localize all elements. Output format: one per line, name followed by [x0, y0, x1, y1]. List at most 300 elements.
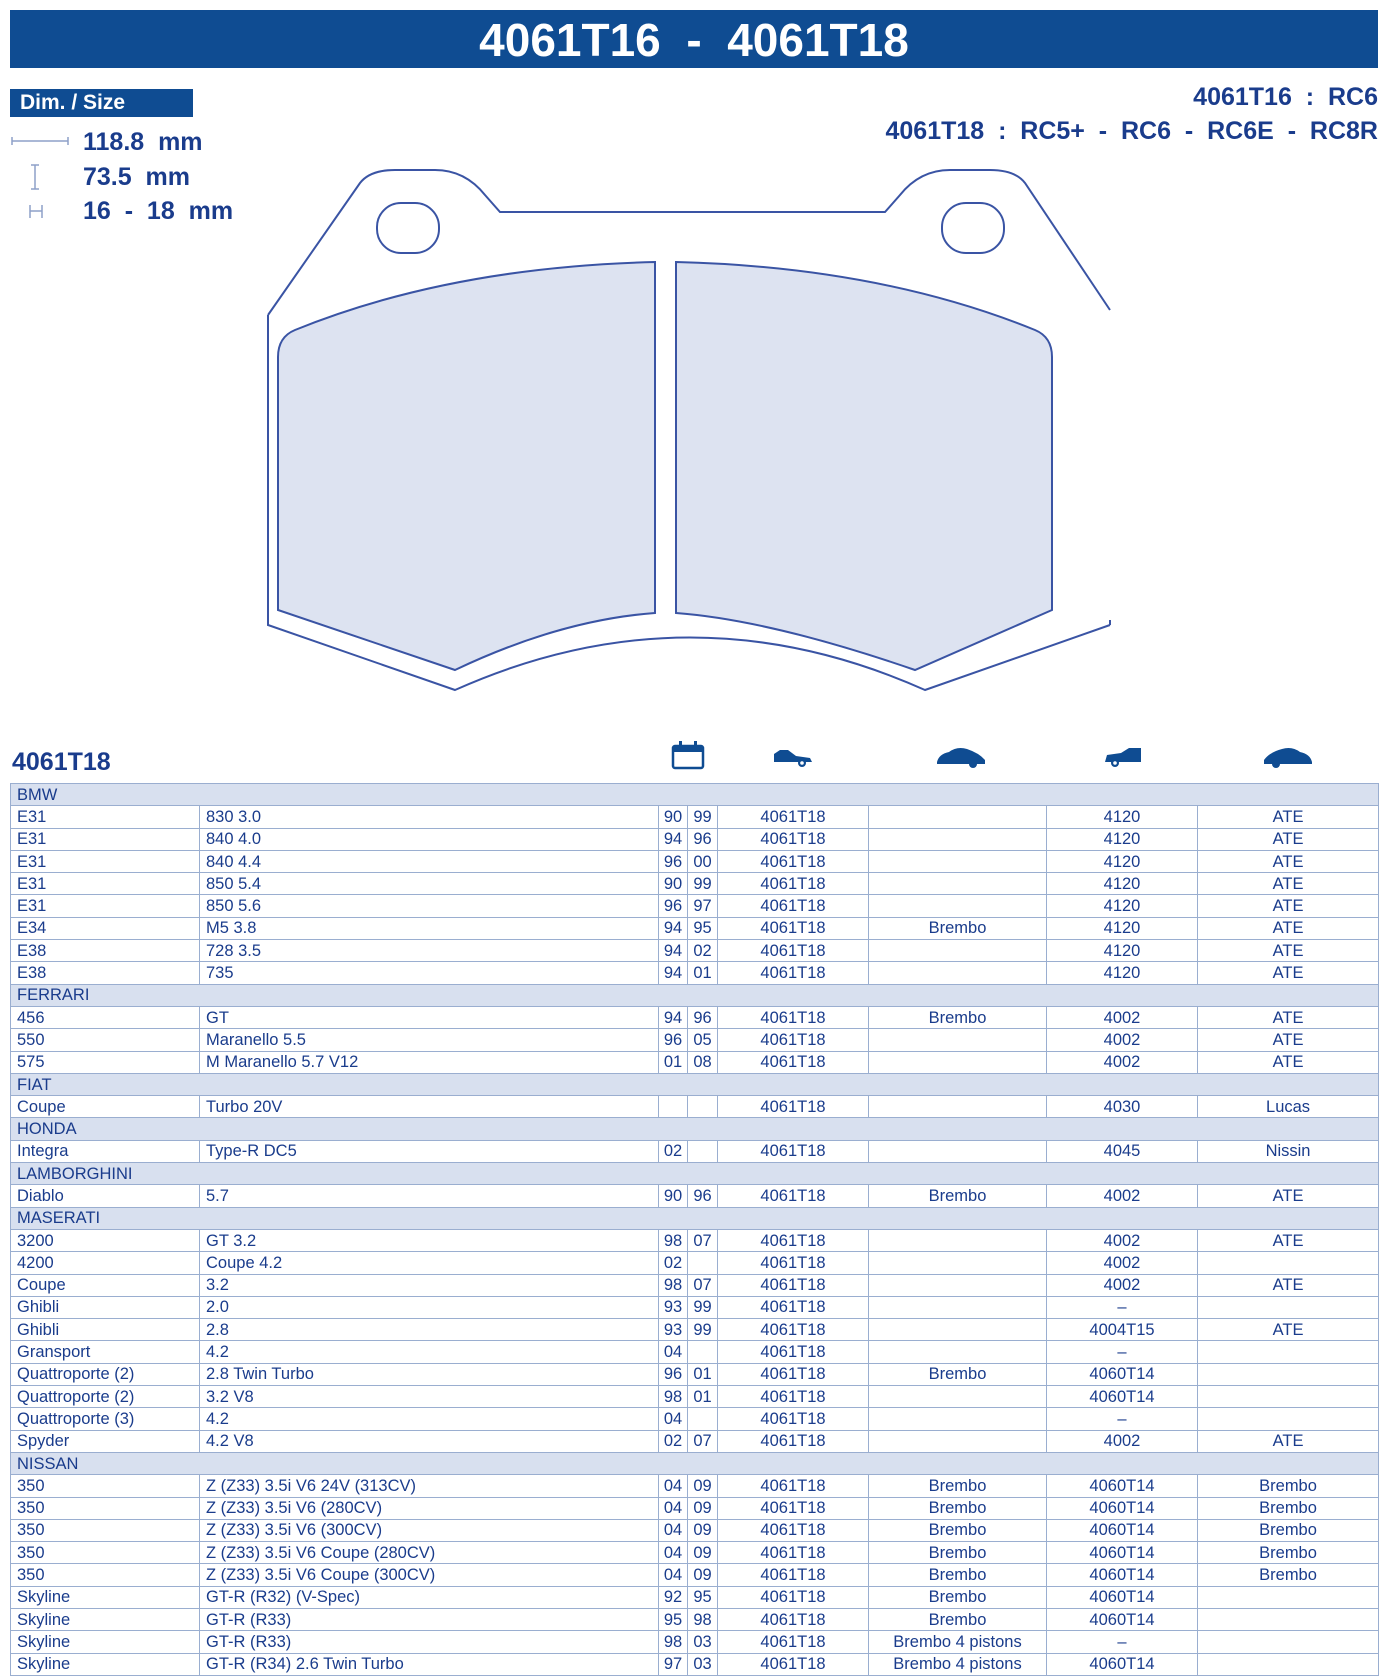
- version-cell: Type-R DC5: [200, 1140, 659, 1162]
- front-caliper-cell: Brembo: [869, 1006, 1047, 1028]
- year-to-cell: 01: [688, 1363, 718, 1385]
- table-row: [11, 850, 1379, 872]
- version-cell: 5.7: [200, 1185, 659, 1207]
- front-ref-cell: 4061T18: [718, 1185, 869, 1207]
- rear-caliper-cell: ATE: [1198, 1051, 1379, 1073]
- model-cell: 350: [11, 1497, 200, 1519]
- thickness-value: 16 - 18 mm: [83, 197, 234, 225]
- thickness-row: [10, 196, 270, 226]
- brand-row: [11, 1118, 1379, 1140]
- version-cell: GT 3.2: [200, 1229, 659, 1251]
- rear-caliper-cell: Brembo: [1198, 1564, 1379, 1586]
- front-caliper-cell: Brembo: [869, 1519, 1047, 1541]
- model-cell: Ghibli: [11, 1319, 200, 1341]
- model-cell: E38: [11, 940, 200, 962]
- front-ref-cell: 4061T18: [718, 1006, 869, 1028]
- front-caliper-cell: [869, 828, 1047, 850]
- year-to-cell: [688, 1252, 718, 1274]
- height-value: 73.5 mm: [83, 163, 191, 191]
- thickness-icon: [10, 196, 70, 226]
- rear-ref-cell: 4120: [1047, 917, 1198, 939]
- version-cell: 840 4.4: [200, 850, 659, 872]
- rear-ref-cell: 4002: [1047, 1185, 1198, 1207]
- version-cell: 2.8: [200, 1319, 659, 1341]
- version-cell: Coupe 4.2: [200, 1252, 659, 1274]
- year-to-cell: [688, 1341, 718, 1363]
- brand-row: [11, 1207, 1379, 1229]
- year-from-cell: 94: [659, 828, 688, 850]
- year-from-cell: 04: [659, 1519, 688, 1541]
- rear-caliper-cell: ATE: [1198, 1006, 1379, 1028]
- rear-ref-cell: 4004T15: [1047, 1319, 1198, 1341]
- year-to-cell: 99: [688, 1319, 718, 1341]
- rear-caliper-cell: Brembo: [1198, 1542, 1379, 1564]
- year-from-cell: 01: [659, 1051, 688, 1073]
- table-row: [11, 1229, 1379, 1251]
- year-to-cell: 07: [688, 1274, 718, 1296]
- rear-ref-cell: 4002: [1047, 1252, 1198, 1274]
- front-ref-cell: 4061T18: [718, 806, 869, 828]
- model-cell: E38: [11, 962, 200, 984]
- table-row: [11, 1430, 1379, 1452]
- rear-ref-cell: 4002: [1047, 1029, 1198, 1051]
- version-cell: 3.2 V8: [200, 1386, 659, 1408]
- year-to-cell: 98: [688, 1608, 718, 1630]
- front-caliper-cell: Brembo: [869, 1564, 1047, 1586]
- rear-caliper-cell: ATE: [1198, 828, 1379, 850]
- brand-row: [11, 984, 1379, 1006]
- front-caliper-cell: [869, 1029, 1047, 1051]
- rear-ref-cell: 4060T14: [1047, 1519, 1198, 1541]
- brand-name: BMW: [11, 784, 1379, 806]
- rear-ref-cell: –: [1047, 1296, 1198, 1318]
- table-row: [11, 1586, 1379, 1608]
- year-from-cell: 96: [659, 1029, 688, 1051]
- table-row: [11, 1296, 1379, 1318]
- year-to-cell: [688, 1140, 718, 1162]
- front-ref-cell: 4061T18: [718, 1408, 869, 1430]
- front-caliper-cell: [869, 873, 1047, 895]
- table-row: [11, 1519, 1379, 1541]
- front-ref-cell: 4061T18: [718, 962, 869, 984]
- model-cell: Quattroporte (3): [11, 1408, 200, 1430]
- year-to-cell: 08: [688, 1051, 718, 1073]
- rear-caliper-cell: [1198, 1341, 1379, 1363]
- rear-car-icon: [1103, 740, 1143, 770]
- year-from-cell: 98: [659, 1386, 688, 1408]
- front-caliper-cell: Brembo: [869, 1475, 1047, 1497]
- year-from-cell: 93: [659, 1296, 688, 1318]
- rear-caliper-cell: ATE: [1198, 806, 1379, 828]
- front-ref-cell: 4061T18: [718, 1586, 869, 1608]
- front-caliper-cell: [869, 806, 1047, 828]
- model-cell: Ghibli: [11, 1296, 200, 1318]
- year-to-cell: 96: [688, 1006, 718, 1028]
- year-to-cell: 02: [688, 940, 718, 962]
- rear-ref-cell: 4120: [1047, 828, 1198, 850]
- front-caliper-cell: [869, 850, 1047, 872]
- year-from-cell: 02: [659, 1430, 688, 1452]
- brand-name: LAMBORGHINI: [11, 1163, 1379, 1185]
- height-row: [10, 162, 270, 192]
- rear-caliper-cell: ATE: [1198, 850, 1379, 872]
- front-caliper-cell: [869, 940, 1047, 962]
- rear-caliper-cell: ATE: [1198, 940, 1379, 962]
- table-row: [11, 1608, 1379, 1630]
- rear-caliper-cell: ATE: [1198, 962, 1379, 984]
- brand-row: [11, 1073, 1379, 1095]
- year-to-cell: [688, 1408, 718, 1430]
- rear-ref-cell: 4002: [1047, 1006, 1198, 1028]
- model-cell: 350: [11, 1519, 200, 1541]
- front-caliper-cell: [869, 1341, 1047, 1363]
- mounting-hole-left: [377, 203, 439, 253]
- front-caliper-cell: [869, 1408, 1047, 1430]
- table-title: 4061T18: [12, 748, 111, 776]
- compound-line-1: 4061T16 : RC6: [1193, 83, 1378, 111]
- rear-ref-cell: –: [1047, 1341, 1198, 1363]
- model-cell: 350: [11, 1564, 200, 1586]
- front-caliper-cell: [869, 1296, 1047, 1318]
- year-from-cell: 04: [659, 1497, 688, 1519]
- front-ref-cell: 4061T18: [718, 1653, 869, 1675]
- model-cell: 3200: [11, 1229, 200, 1251]
- year-to-cell: 05: [688, 1029, 718, 1051]
- rear-caliper-cell: ATE: [1198, 1274, 1379, 1296]
- year-from-cell: 04: [659, 1564, 688, 1586]
- rear-ref-cell: 4120: [1047, 895, 1198, 917]
- front-car-icon: [772, 740, 814, 770]
- rear-caliper-cell: Lucas: [1198, 1096, 1379, 1118]
- version-cell: Turbo 20V: [200, 1096, 659, 1118]
- version-cell: 4.2: [200, 1408, 659, 1430]
- front-ref-cell: 4061T18: [718, 1096, 869, 1118]
- rear-ref-cell: 4060T14: [1047, 1363, 1198, 1385]
- front-caliper-cell: Brembo 4 pistons: [869, 1631, 1047, 1653]
- model-cell: Coupe: [11, 1096, 200, 1118]
- table-row: [11, 1140, 1379, 1162]
- brand-name: HONDA: [11, 1118, 1379, 1140]
- rear-ref-cell: 4002: [1047, 1274, 1198, 1296]
- model-cell: Skyline: [11, 1586, 200, 1608]
- year-to-cell: 09: [688, 1475, 718, 1497]
- table-row: [11, 917, 1379, 939]
- rear-caliper-cell: [1198, 1252, 1379, 1274]
- front-ref-cell: 4061T18: [718, 873, 869, 895]
- year-to-cell: 99: [688, 1296, 718, 1318]
- table-row: [11, 1319, 1379, 1341]
- length-value: 118.8 mm: [83, 128, 203, 156]
- year-from-cell: 96: [659, 850, 688, 872]
- table-row: [11, 1006, 1379, 1028]
- year-to-cell: 95: [688, 1586, 718, 1608]
- rear-ref-cell: 4120: [1047, 962, 1198, 984]
- front-ref-cell: 4061T18: [718, 1229, 869, 1251]
- version-cell: 2.0: [200, 1296, 659, 1318]
- version-cell: GT-R (R34) 2.6 Twin Turbo: [200, 1653, 659, 1675]
- length-icon: [10, 127, 70, 157]
- table-row: [11, 1564, 1379, 1586]
- table-row: [11, 1096, 1379, 1118]
- front-caliper-cell: Brembo: [869, 917, 1047, 939]
- year-from-cell: 90: [659, 806, 688, 828]
- version-cell: GT-R (R33): [200, 1631, 659, 1653]
- front-ref-cell: 4061T18: [718, 1341, 869, 1363]
- version-cell: GT-R (R33): [200, 1608, 659, 1630]
- table-row: [11, 1542, 1379, 1564]
- year-to-cell: 99: [688, 806, 718, 828]
- version-cell: M Maranello 5.7 V12: [200, 1051, 659, 1073]
- model-cell: Integra: [11, 1140, 200, 1162]
- front-ref-cell: 4061T18: [718, 1631, 869, 1653]
- front-caliper-cell: Brembo 4 pistons: [869, 1653, 1047, 1675]
- rear-caliper-cell: ATE: [1198, 1029, 1379, 1051]
- rear-ref-cell: 4120: [1047, 940, 1198, 962]
- year-from-cell: 02: [659, 1140, 688, 1162]
- rear-caliper-cell: ATE: [1198, 1229, 1379, 1251]
- version-cell: 830 3.0: [200, 806, 659, 828]
- version-cell: 4.2: [200, 1341, 659, 1363]
- model-cell: E34: [11, 917, 200, 939]
- rear-ref-cell: 4120: [1047, 806, 1198, 828]
- table-row: [11, 1386, 1379, 1408]
- version-cell: GT: [200, 1006, 659, 1028]
- model-cell: Coupe: [11, 1274, 200, 1296]
- model-cell: Quattroporte (2): [11, 1363, 200, 1385]
- front-ref-cell: 4061T18: [718, 917, 869, 939]
- version-cell: 850 5.4: [200, 873, 659, 895]
- calendar-icon: [670, 740, 706, 770]
- rear-ref-cell: 4002: [1047, 1229, 1198, 1251]
- year-to-cell: 01: [688, 1386, 718, 1408]
- rear-ref-cell: 4060T14: [1047, 1475, 1198, 1497]
- front-caliper-cell: [869, 1386, 1047, 1408]
- compound-line-2: 4061T18 : RC5+ - RC6 - RC6E - RC8R: [885, 117, 1378, 145]
- front-caliper-car-icon: [935, 740, 987, 770]
- table-row: [11, 1497, 1379, 1519]
- mounting-hole-right: [942, 203, 1004, 253]
- front-caliper-cell: Brembo: [869, 1185, 1047, 1207]
- year-from-cell: 04: [659, 1542, 688, 1564]
- front-caliper-cell: [869, 895, 1047, 917]
- table-row: [11, 1051, 1379, 1073]
- year-to-cell: 99: [688, 873, 718, 895]
- rear-ref-cell: 4002: [1047, 1430, 1198, 1452]
- rear-caliper-cell: ATE: [1198, 895, 1379, 917]
- front-caliper-cell: Brembo: [869, 1608, 1047, 1630]
- version-cell: Z (Z33) 3.5i V6 (280CV): [200, 1497, 659, 1519]
- front-caliper-cell: Brembo: [869, 1542, 1047, 1564]
- year-from-cell: 96: [659, 895, 688, 917]
- year-to-cell: 97: [688, 895, 718, 917]
- brand-row: [11, 1452, 1379, 1474]
- rear-caliper-cell: [1198, 1608, 1379, 1630]
- rear-caliper-cell: ATE: [1198, 1185, 1379, 1207]
- table-row: [11, 1653, 1379, 1675]
- year-from-cell: 94: [659, 917, 688, 939]
- rear-caliper-cell: [1198, 1296, 1379, 1318]
- front-caliper-cell: [869, 1319, 1047, 1341]
- rear-caliper-cell: [1198, 1363, 1379, 1385]
- year-from-cell: 90: [659, 873, 688, 895]
- year-to-cell: 09: [688, 1497, 718, 1519]
- year-to-cell: 03: [688, 1631, 718, 1653]
- year-to-cell: 96: [688, 1185, 718, 1207]
- version-cell: Maranello 5.5: [200, 1029, 659, 1051]
- table-row: [11, 1274, 1379, 1296]
- rear-ref-cell: 4045: [1047, 1140, 1198, 1162]
- version-cell: Z (Z33) 3.5i V6 Coupe (300CV): [200, 1564, 659, 1586]
- front-caliper-cell: [869, 1140, 1047, 1162]
- front-caliper-cell: Brembo: [869, 1363, 1047, 1385]
- year-from-cell: 02: [659, 1252, 688, 1274]
- rear-ref-cell: 4060T14: [1047, 1586, 1198, 1608]
- year-from-cell: 90: [659, 1185, 688, 1207]
- year-to-cell: 07: [688, 1229, 718, 1251]
- rear-ref-cell: 4060T14: [1047, 1564, 1198, 1586]
- version-cell: 850 5.6: [200, 895, 659, 917]
- version-cell: 4.2 V8: [200, 1430, 659, 1452]
- table-row: [11, 1475, 1379, 1497]
- front-ref-cell: 4061T18: [718, 1051, 869, 1073]
- year-to-cell: 09: [688, 1542, 718, 1564]
- front-ref-cell: 4061T18: [718, 895, 869, 917]
- version-cell: 735: [200, 962, 659, 984]
- version-cell: 728 3.5: [200, 940, 659, 962]
- table-row: [11, 806, 1379, 828]
- front-caliper-cell: [869, 1096, 1047, 1118]
- year-from-cell: 97: [659, 1653, 688, 1675]
- rear-ref-cell: 4060T14: [1047, 1653, 1198, 1675]
- model-cell: Skyline: [11, 1631, 200, 1653]
- front-ref-cell: 4061T18: [718, 1252, 869, 1274]
- model-cell: 456: [11, 1006, 200, 1028]
- year-to-cell: 00: [688, 850, 718, 872]
- rear-caliper-cell: [1198, 1586, 1379, 1608]
- front-ref-cell: 4061T18: [718, 940, 869, 962]
- brand-name: FERRARI: [11, 984, 1379, 1006]
- front-caliper-cell: Brembo: [869, 1497, 1047, 1519]
- rear-ref-cell: 4060T14: [1047, 1542, 1198, 1564]
- model-cell: Skyline: [11, 1653, 200, 1675]
- model-cell: Quattroporte (2): [11, 1386, 200, 1408]
- rear-ref-cell: –: [1047, 1631, 1198, 1653]
- year-from-cell: 98: [659, 1229, 688, 1251]
- year-from-cell: [659, 1096, 688, 1118]
- rear-ref-cell: –: [1047, 1408, 1198, 1430]
- year-from-cell: 98: [659, 1631, 688, 1653]
- rear-caliper-cell: ATE: [1198, 873, 1379, 895]
- model-cell: E31: [11, 828, 200, 850]
- rear-ref-cell: 4030: [1047, 1096, 1198, 1118]
- rear-caliper-cell: Brembo: [1198, 1497, 1379, 1519]
- brand-row: [11, 784, 1379, 806]
- year-from-cell: 94: [659, 962, 688, 984]
- table-row: [11, 1363, 1379, 1385]
- version-cell: 840 4.0: [200, 828, 659, 850]
- table-row: [11, 1341, 1379, 1363]
- year-from-cell: 94: [659, 1006, 688, 1028]
- table-row: [11, 962, 1379, 984]
- brand-name: NISSAN: [11, 1452, 1379, 1474]
- front-ref-cell: 4061T18: [718, 1140, 869, 1162]
- rear-ref-cell: 4060T14: [1047, 1608, 1198, 1630]
- front-ref-cell: 4061T18: [718, 1519, 869, 1541]
- rear-caliper-cell: [1198, 1408, 1379, 1430]
- year-from-cell: 94: [659, 940, 688, 962]
- application-table: [10, 783, 1379, 1676]
- model-cell: Spyder: [11, 1430, 200, 1452]
- year-to-cell: 95: [688, 917, 718, 939]
- front-ref-cell: 4061T18: [718, 828, 869, 850]
- model-cell: E31: [11, 895, 200, 917]
- model-cell: 575: [11, 1051, 200, 1073]
- front-ref-cell: 4061T18: [718, 1608, 869, 1630]
- front-ref-cell: 4061T18: [718, 1319, 869, 1341]
- year-to-cell: [688, 1096, 718, 1118]
- front-caliper-cell: [869, 1274, 1047, 1296]
- table-row: [11, 1252, 1379, 1274]
- model-cell: 350: [11, 1475, 200, 1497]
- front-caliper-cell: [869, 1252, 1047, 1274]
- brand-name: MASERATI: [11, 1207, 1379, 1229]
- version-cell: 2.8 Twin Turbo: [200, 1363, 659, 1385]
- year-from-cell: 04: [659, 1341, 688, 1363]
- table-row: [11, 873, 1379, 895]
- rear-caliper-cell: ATE: [1198, 1319, 1379, 1341]
- model-cell: E31: [11, 806, 200, 828]
- front-ref-cell: 4061T18: [718, 1542, 869, 1564]
- year-to-cell: 09: [688, 1519, 718, 1541]
- table-row: [11, 1185, 1379, 1207]
- front-ref-cell: 4061T18: [718, 1386, 869, 1408]
- brake-pad-drawing: [260, 165, 1120, 705]
- model-cell: E31: [11, 850, 200, 872]
- rear-caliper-car-icon: [1262, 740, 1314, 770]
- rear-caliper-cell: ATE: [1198, 917, 1379, 939]
- year-from-cell: 98: [659, 1274, 688, 1296]
- rear-caliper-cell: ATE: [1198, 1430, 1379, 1452]
- version-cell: Z (Z33) 3.5i V6 24V (313CV): [200, 1475, 659, 1497]
- year-to-cell: 09: [688, 1564, 718, 1586]
- model-cell: Gransport: [11, 1341, 200, 1363]
- version-cell: 3.2: [200, 1274, 659, 1296]
- model-cell: 550: [11, 1029, 200, 1051]
- brand-row: [11, 1163, 1379, 1185]
- page-title: 4061T16 - 4061T18: [10, 10, 1378, 68]
- friction-material-left: [278, 262, 655, 670]
- year-from-cell: 96: [659, 1363, 688, 1385]
- model-cell: 350: [11, 1542, 200, 1564]
- year-from-cell: 92: [659, 1586, 688, 1608]
- brand-name: FIAT: [11, 1073, 1379, 1095]
- rear-ref-cell: 4060T14: [1047, 1497, 1198, 1519]
- rear-caliper-cell: Brembo: [1198, 1475, 1379, 1497]
- length-row: [10, 127, 270, 157]
- front-ref-cell: 4061T18: [718, 1475, 869, 1497]
- dimensions-label: Dim. / Size: [10, 89, 193, 117]
- version-cell: Z (Z33) 3.5i V6 (300CV): [200, 1519, 659, 1541]
- year-to-cell: 01: [688, 962, 718, 984]
- rear-ref-cell: 4002: [1047, 1051, 1198, 1073]
- front-caliper-cell: [869, 1430, 1047, 1452]
- year-from-cell: 04: [659, 1408, 688, 1430]
- front-caliper-cell: Brembo: [869, 1586, 1047, 1608]
- year-to-cell: 03: [688, 1653, 718, 1675]
- front-caliper-cell: [869, 1229, 1047, 1251]
- front-ref-cell: 4061T18: [718, 1296, 869, 1318]
- front-ref-cell: 4061T18: [718, 850, 869, 872]
